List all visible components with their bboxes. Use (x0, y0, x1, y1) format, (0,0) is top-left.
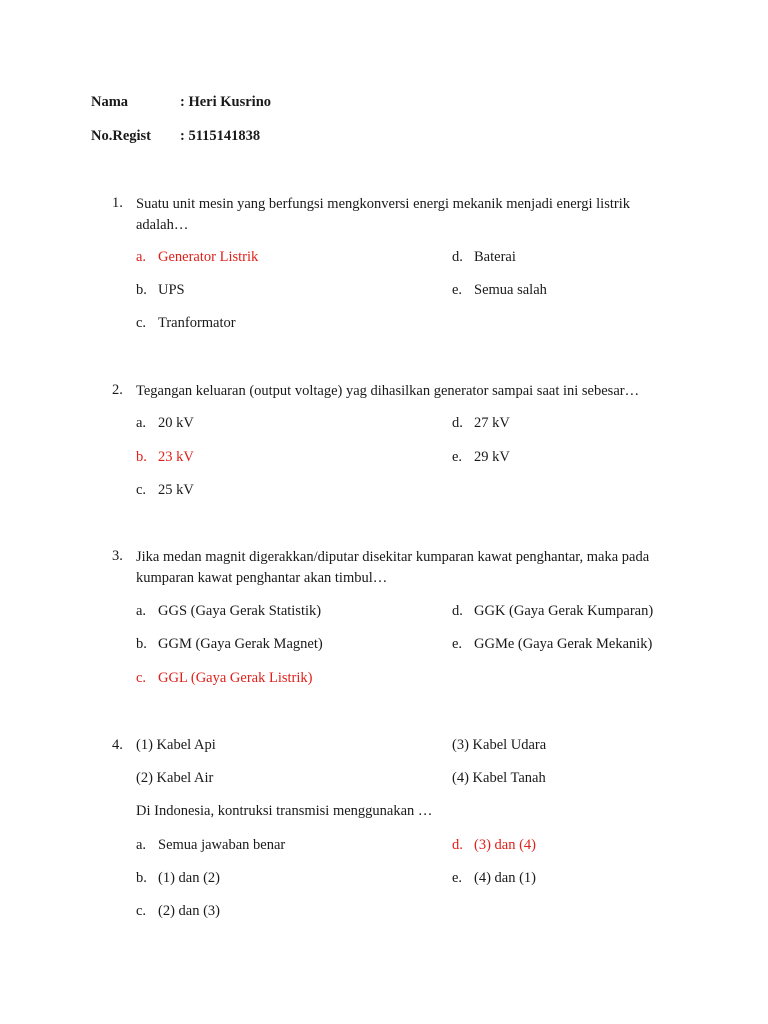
q2-option-b-text: 23 kV (158, 449, 194, 465)
q3-option-a-letter: a. (136, 603, 147, 619)
q2-option-c-text: 25 kV (158, 482, 194, 498)
q3-text: Jika medan magnit digerakkan/diputar disekitar kumparan kawat penghantar, maka pada kumparan kawat penghantar akan timbul… (136, 549, 650, 586)
q4-option-c-letter: c. (136, 903, 147, 919)
q1-option-e-text: Semua salah (474, 282, 547, 298)
q3-option-c-text: GGL (Gaya Gerak Listrik) (158, 670, 313, 686)
q2-option-d-text: 27 kV (474, 415, 510, 431)
q4-option-d-text: (3) dan (4) (474, 837, 537, 853)
q3-option-b-text: GGM (Gaya Gerak Magnet) (158, 636, 323, 652)
q1-option-d-text: Baterai (474, 249, 516, 265)
q4-option-a-text: Semua jawaban benar (158, 837, 286, 853)
q3-option-d-text: GGK (Gaya Gerak Kumparan) (474, 603, 654, 619)
q1-number: 1. (112, 195, 123, 211)
q2-option-a-letter: a. (136, 415, 147, 431)
q2-option-e-letter: e. (452, 449, 463, 465)
q1-option-c-letter: c. (136, 315, 147, 331)
q3-option-b-letter: b. (136, 636, 147, 652)
regist-value: : 5115141838 (180, 128, 261, 144)
q1-option-b-letter: b. (136, 282, 147, 298)
q2-option-e-text: 29 kV (474, 449, 510, 465)
q2-option-b-letter: b. (136, 449, 147, 465)
q4-option-e-letter: e. (452, 870, 463, 886)
q4-option-b-letter: b. (136, 870, 147, 886)
q1-option-b-text: UPS (158, 282, 185, 298)
q3-option-d-letter: d. (452, 603, 463, 619)
q1-option-c-text: Tranformator (158, 315, 236, 331)
regist-label: No.Regist (91, 128, 152, 144)
name-value: : Heri Kusrino (180, 94, 272, 110)
q3-option-c-letter: c. (136, 670, 147, 686)
q4-text: Di Indonesia, kontruksi transmisi menggunakan … (136, 803, 433, 819)
q3-number: 3. (112, 548, 123, 564)
q1-option-a-letter: a. (136, 249, 147, 265)
q1-option-e-letter: e. (452, 282, 463, 298)
q4-option-e-text: (4) dan (1) (474, 870, 537, 886)
name-row (91, 94, 271, 111)
regist-row (91, 128, 260, 145)
q4-option-b-text: (1) dan (2) (158, 870, 221, 886)
q1-option-d-letter: d. (452, 249, 463, 265)
q4-option-a-letter: a. (136, 837, 147, 853)
q1-option-a-text: Generator Listrik (158, 249, 259, 265)
q4-number: 4. (112, 737, 123, 753)
q2-text: Tegangan keluaran (output voltage) yag dihasilkan generator sampai saat ini sebesar… (136, 383, 640, 399)
q2-option-d-letter: d. (452, 415, 463, 431)
q3-option-e-text: GGMe (Gaya Gerak Mekanik) (474, 636, 653, 652)
q2-option-c-letter: c. (136, 482, 147, 498)
name-label: Nama (91, 94, 129, 110)
q4-option-d-letter: d. (452, 837, 463, 853)
q4-item-3: (3) Kabel Udara (452, 737, 547, 753)
q4-item-2: (2) Kabel Air (136, 770, 214, 786)
q2-option-a-text: 20 kV (158, 415, 194, 431)
q4-option-c-text: (2) dan (3) (158, 903, 221, 919)
q3-option-a-text: GGS (Gaya Gerak Statistik) (158, 603, 322, 619)
q3-option-e-letter: e. (452, 636, 463, 652)
q1-text: Suatu unit mesin yang berfungsi mengkonversi energi mekanik menjadi energi listrik adalah… (136, 196, 630, 233)
q2-number: 2. (112, 382, 123, 398)
q4-item-4: (4) Kabel Tanah (452, 770, 546, 786)
q4-item-1: (1) Kabel Api (136, 737, 216, 753)
